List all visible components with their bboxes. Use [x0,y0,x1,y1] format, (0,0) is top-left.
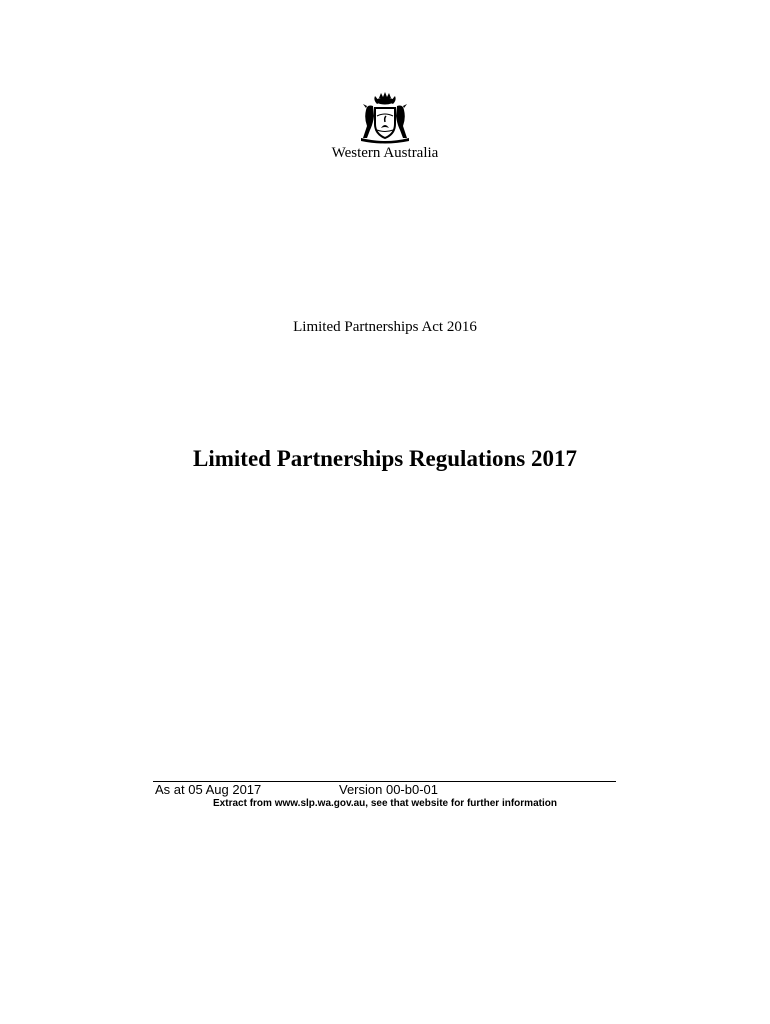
jurisdiction-name: Western Australia [331,145,439,161]
version-label: Version 00-b0-01 [339,782,439,797]
extract-note: Extract from www.slp.wa.gov.au, see that website for further information [213,798,557,809]
regulation-title: Limited Partnerships Regulations 2017 [193,446,577,471]
as-at-date: As at 05 Aug 2017 [155,782,262,797]
wa-coat-of-arms-icon [355,92,415,144]
act-title: Limited Partnerships Act 2016 [293,319,477,335]
